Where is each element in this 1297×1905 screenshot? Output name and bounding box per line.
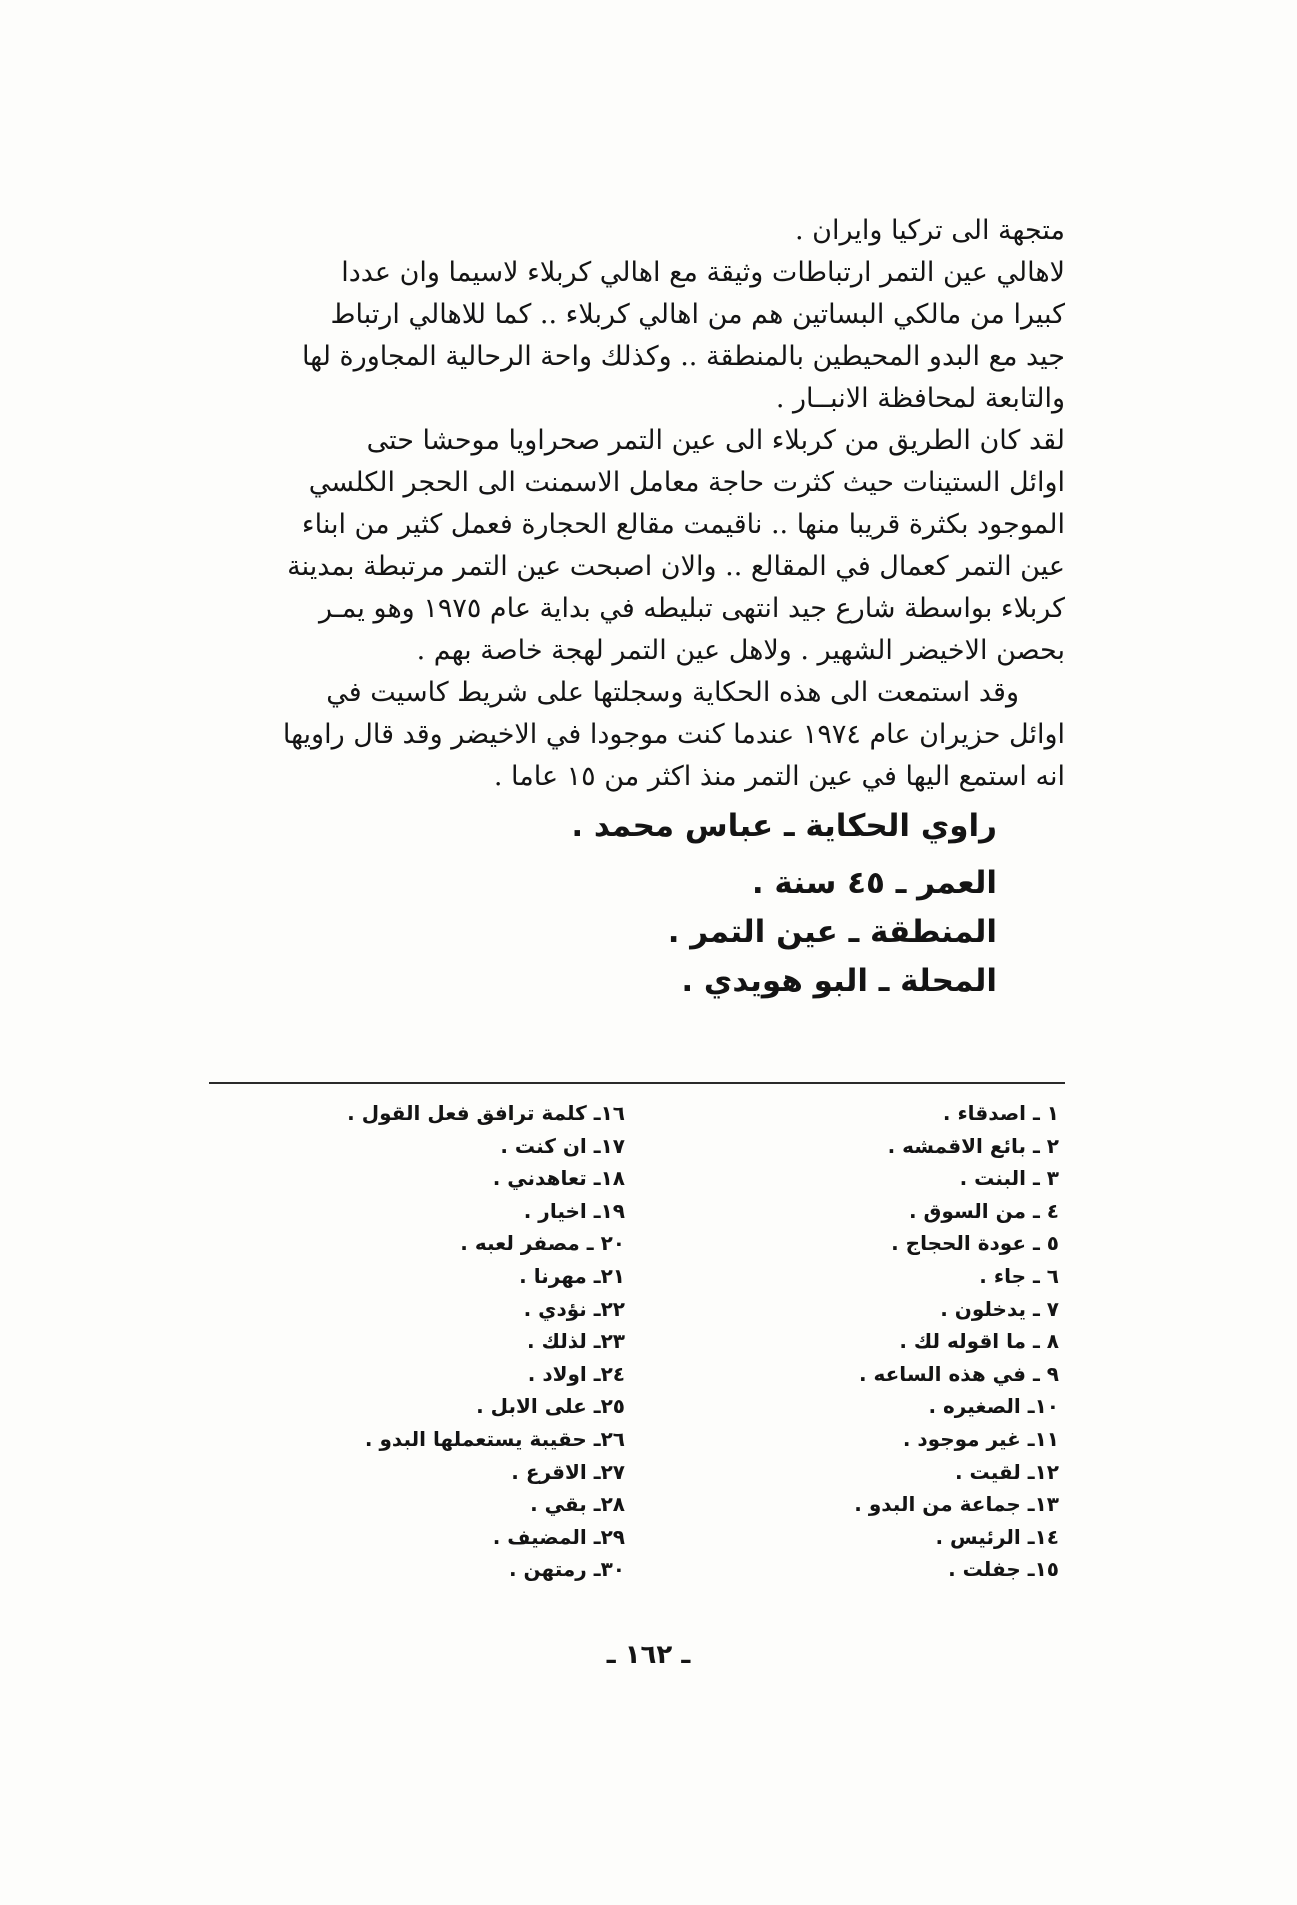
footnote: ١٢ـ لقيت . (954, 1459, 1059, 1484)
footnote: ١١ـ غير موجود . (902, 1426, 1059, 1451)
narrator-name: راوي الحكاية ـ عباس محمد . (571, 808, 997, 844)
footnote: ٦ ـ جاء . (979, 1263, 1059, 1288)
body-line: لاهالي عين التمر ارتباطات وثيقة مع اهالي كربلاء لاسيما وان عددا (341, 257, 1065, 288)
footnote: ٥ ـ عودة الحجاج . (891, 1231, 1059, 1256)
footnote: ٢٢ـ نؤدي . (523, 1296, 625, 1321)
footnote: ٤ ـ من السوق . (908, 1198, 1059, 1223)
footnotes-left-column (205, 1097, 625, 1586)
footnote-divider (209, 1082, 1065, 1084)
footnote: ٣ ـ البنت . (959, 1166, 1059, 1191)
footnote: ٧ ـ يدخلون . (940, 1296, 1059, 1321)
footnote: ١٠ـ الصغيره . (928, 1394, 1059, 1419)
footnote: ٢٥ـ على الابل . (476, 1394, 625, 1419)
footnote: ٢٨ـ بقي . (530, 1492, 625, 1517)
footnote: ٢٣ـ لذلك . (527, 1329, 625, 1354)
narrator-info (571, 802, 997, 1006)
footnote: ١٣ـ جماعة من البدو . (854, 1492, 1059, 1517)
footnote: ١٨ـ تعاهدني . (492, 1166, 625, 1191)
narrator-age: العمر ـ ٤٥ سنة . (751, 865, 997, 901)
footnote: ٢٧ـ الاقرع . (511, 1459, 625, 1484)
footnote: ٨ ـ ما اقوله لك . (899, 1329, 1059, 1354)
footnote: ١٦ـ كلمة ترافق فعل القول . (347, 1101, 625, 1125)
body-line: بحصن الاخيضر الشهير . ولاهل عين التمر لهجة خاصة بهم . (416, 635, 1065, 666)
body-line: الموجود بكثرة قريبا منها .. ناقيمت مقالع الحجارة فعمل كثير من ابناء (301, 509, 1065, 540)
footnote: ١٥ـ جفلت . (948, 1557, 1059, 1582)
body-line: متجهة الى تركيا وايران . (794, 215, 1065, 246)
body-line: والتابعة لمحافظة الانبــار . (775, 383, 1065, 414)
footnotes-right-column (629, 1097, 1059, 1586)
footnote: ٩ ـ في هذه الساعه . (858, 1361, 1059, 1386)
body-line: كربلاء بواسطة شارع جيد انتهى تبليطه في بداية عام ١٩٧٥ وهو يمـر (318, 593, 1065, 624)
footnote: ١٩ـ اخيار . (523, 1198, 625, 1223)
footnote: ٢٤ـ اولاد . (527, 1361, 625, 1386)
footnote: ٢١ـ مهرنا . (519, 1263, 625, 1288)
body-line: عين التمر كعمال في المقالع .. والان اصبحت عين التمر مرتبطة بمدينة (287, 551, 1065, 582)
footnote: ٢٦ـ حقيبة يستعملها البدو . (364, 1426, 625, 1451)
footnote: ٢٠ ـ مصفر لعبه . (460, 1231, 625, 1256)
footnote: ٣٠ـ رمتهن . (508, 1557, 625, 1582)
footnote: ١٧ـ ان كنت . (500, 1133, 625, 1158)
footnote: ٢٩ـ المضيف . (492, 1524, 625, 1549)
body-line: انه استمع اليها في عين التمر منذ اكثر من ١٥ عاما . (493, 761, 1065, 792)
narrator-quarter: المحلة ـ البو هويدي . (681, 963, 997, 999)
body-line: وقد استمعت الى هذه الحكاية وسجلتها على شريط كاسيت في (326, 677, 1019, 708)
footnote: ١ ـ اصدقاء . (942, 1101, 1059, 1125)
body-line: جيد مع البدو المحيطين بالمنطقة .. وكذلك واحة الرحالية المجاورة لها (302, 341, 1065, 372)
body-line: لقد كان الطريق من كربلاء الى عين التمر صحراويا موحشا حتى (366, 425, 1065, 456)
footnote: ٢ ـ بائع الاقمشه . (887, 1133, 1059, 1158)
body-line: اوائل حزيران عام ١٩٧٤ عندما كنت موجودا في الاخيضر وقد قال راويها (282, 719, 1065, 750)
body-text (227, 210, 1065, 798)
narrator-region: المنطقة ـ عين التمر . (667, 914, 997, 950)
footnote: ١٤ـ الرئيس . (935, 1524, 1059, 1549)
page-number: ـ ١٦٢ ـ (606, 1640, 691, 1670)
body-line: اوائل الستينات حيث كثرت حاجة معامل الاسمنت الى الحجر الكلسي (308, 467, 1065, 498)
body-line: كبيرا من مالكي البساتين هم من اهالي كربلاء .. كما للاهالي ارتباط (330, 299, 1065, 330)
